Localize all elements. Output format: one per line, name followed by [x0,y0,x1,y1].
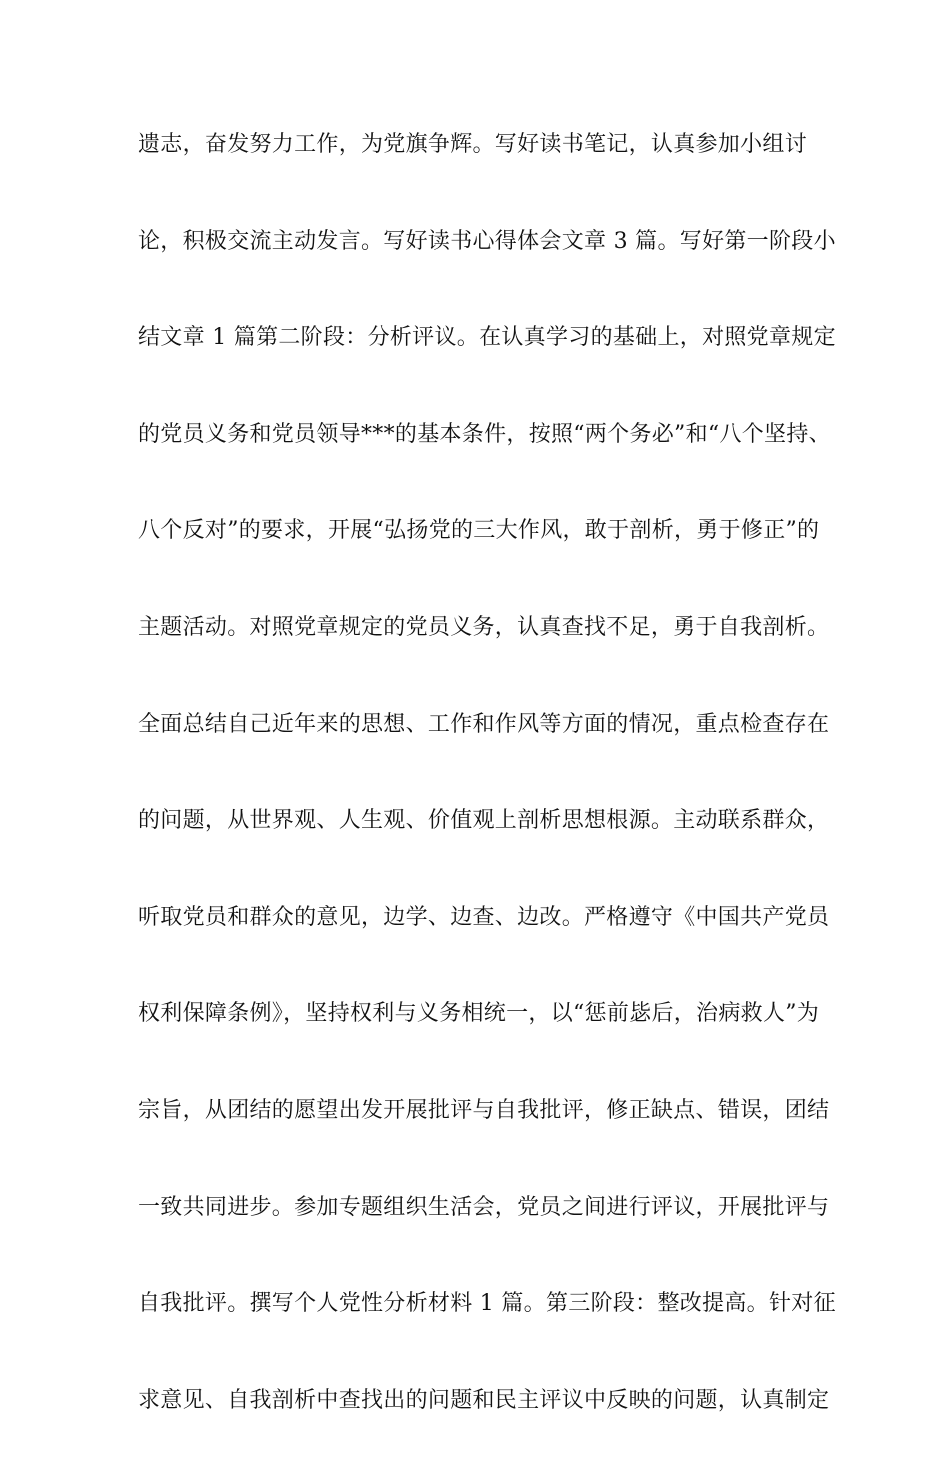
text-line-3: 结文章 1 篇第二阶段：分析评议。在认真学习的基础上，对照党章规定 [138,325,836,351]
text-line-12: 一致共同进步。参加专题组织生活会，党员之间进行评议，开展批评与 [138,1194,830,1220]
text-line-5: 八个反对”的要求，开展“弘扬党的三大作风，敢于剖析，勇于修正”的 [138,518,820,544]
text-line-4: 的党员义务和党员领导***的基本条件，按照“两个务必”和“八个坚持、 [138,421,831,447]
text-line-7: 全面总结自己近年来的思想、工作和作风等方面的情况，重点检查存在 [138,711,830,737]
text-line-14: 求意见、自我剖析中查找出的问题和民主评议中反映的问题，认真制定 [138,1387,830,1413]
text-line-10: 权利保障条例》，坚持权利与义务相统一，以“惩前毖后，治病救人”为 [138,1001,820,1027]
text-line-9: 听取党员和群众的意见，边学、边查、边改。严格遵守《中国共产党员 [138,904,830,930]
text-line-1: 遗志，奋发努力工作，为党旗争辉。写好读书笔记，认真参加小组讨 [138,132,808,157]
text-line-13: 自我批评。撰写个人党性分析材料 1 篇。第三阶段：整改提高。针对征 [138,1291,836,1317]
body-text [138,121,836,1473]
text-line-6: 主题活动。对照党章规定的党员义务，认真查找不足，勇于自我剖析。 [138,614,830,640]
text-line-11: 宗旨，从团结的愿望出发开展批评与自我批评，修正缺点、错误，团结 [138,1097,830,1123]
text-line-8: 的问题，从世界观、人生观、价值观上剖析思想根源。主动联系群众， [138,808,830,834]
text-line-2: 论，积极交流主动发言。写好读书心得体会文章 3 篇。写好第一阶段小 [138,228,836,254]
